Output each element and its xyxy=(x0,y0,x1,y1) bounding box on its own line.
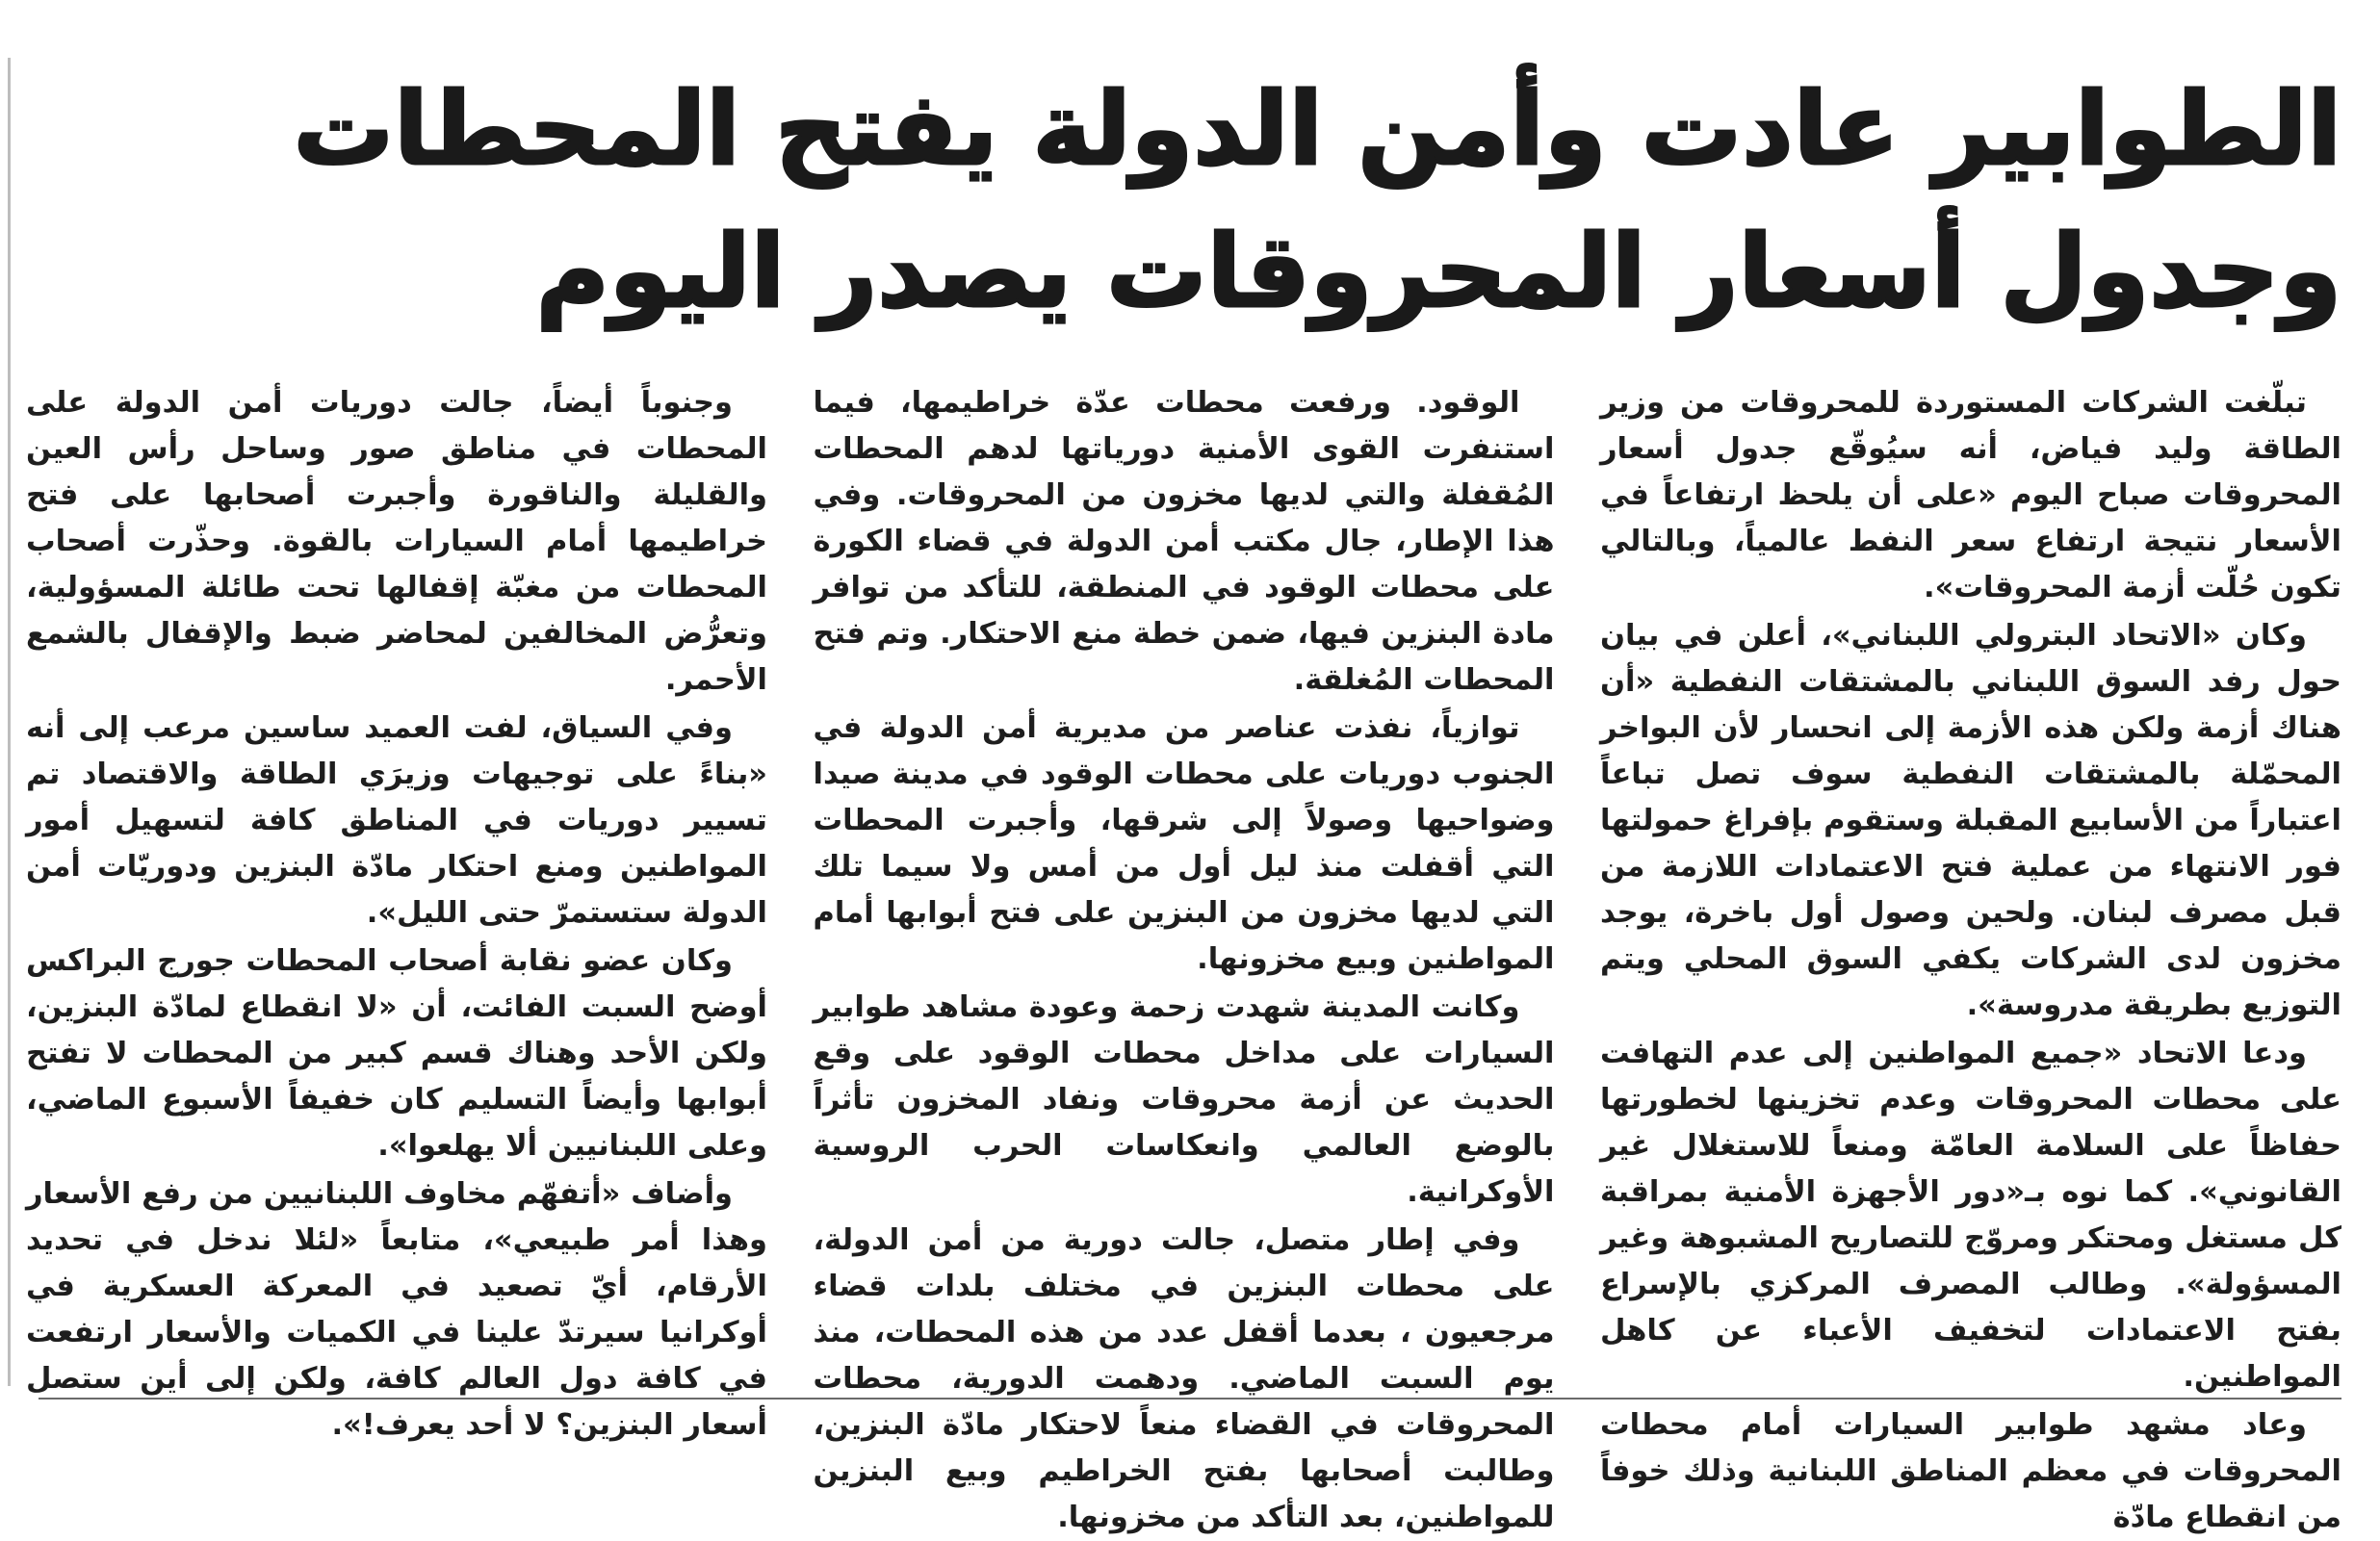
headline-line-2: وجدول أسعار المحروقات يصدر اليوم xyxy=(535,213,2341,330)
paragraph: وكان «الاتحاد البترولي اللبناني»، أعلن في بيان حول رفد السوق اللبناني بالمشتقات النفطية «أن هناك أزمة ولكن هذه الأزمة إلى انحسار لأن البواخر المحمّلة بالمشتقات النفطية سوف تصل تباعاً اعتباراً من الأسابيع المقبلة وستقوم بإفراغ حمولتها فور الانتهاء من عملية فتح الاعتمادات اللازمة من قبل مصرف لبنان. ولحين وصول أول باخرة، يوجد مخزون لدى الشركات يكفي السوق المحلي ويتم التوزيع بطريقة مدروسة». xyxy=(1600,619,2341,1022)
paragraph: وأضاف «أتفهّم مخاوف اللبنانيين من رفع الأسعار وهذا أمر طبيعي»، متابعاً «لئلا ندخل في تحديد الأرقام، أيّ تصعيد في المعركة العسكرية في أوكرانيا سيرتدّ علينا في الكميات والأسعار ارتفعت في كافة دول العالم كافة، ولكن إلى أين ستصل أسعار البنزين؟ لا أحد يعرف!». xyxy=(26,1177,767,1442)
paragraph: وعاد مشهد طوابير السيارات أمام محطات المحروقات في معظم المناطق اللبنانية وذلك خوفاً من انقطاع مادّة xyxy=(1600,1408,2341,1534)
article-headline xyxy=(127,58,2341,343)
paragraph: وكان عضو نقابة أصحاب المحطات جورج البراكس أوضح السبت الفائت، أن «لا انقطاع لمادّة البنزين، ولكن الأحد وهناك قسم كبير من المحطات لا تفتح أبوابها وأيضاً التسليم كان خفيفاً الأسبوع الماضي، وعلى اللبنانيين ألا يهلعوا». xyxy=(26,944,767,1163)
paragraph: ودعا الاتحاد «جميع المواطنين إلى عدم التهافت على محطات المحروقات وعدم تخزينها لخطورتها حفاظاً على السلامة العامّة ومنعاً للاستغلال غير القانوني». كما نوه بـ«دور الأجهزة الأمنية بمراقبة كل مستغل ومحتكر ومروّج للتصاريح المشبوهة وغير المسؤولة». وطالب المصرف المركزي بالإسراع بفتح الاعتمادات لتخفيف الأعباء عن كاهل المواطنين. xyxy=(1600,1037,2341,1394)
page-edge-rule xyxy=(8,58,11,1386)
text-column-left xyxy=(26,380,767,1442)
article-body xyxy=(26,380,2341,1534)
bottom-divider xyxy=(39,1398,2341,1400)
text-column-middle xyxy=(813,380,1555,1534)
headline-line-1: الطوابير عادت وأمن الدولة يفتح المحطات xyxy=(293,70,2341,188)
paragraph: وجنوباً أيضاً، جالت دوريات أمن الدولة على المحطات في مناطق صور وساحل رأس العين والقليلة والناقورة وأجبرت أصحابها على فتح خراطيمها أمام السيارات بالقوة. وحذّرت أصحاب المحطات من مغبّة إقفالها تحت طائلة المسؤولية، وتعرُّض المخالفين لمحاضر ضبط والإقفال بالشمع الأحمر. xyxy=(26,386,767,697)
text-column-right xyxy=(1600,380,2341,1534)
paragraph: وفي السياق، لفت العميد ساسين مرعب إلى أنه «بناءً على توجيهات وزيرَي الطاقة والاقتصاد تم تسيير دوريات في المناطق كافة لتسهيل أمور المواطنين ومنع احتكار مادّة البنزين ودوريّات أمن الدولة ستستمرّ حتى الليل». xyxy=(26,711,767,930)
paragraph: الوقود. ورفعت محطات عدّة خراطيمها، فيما استنفرت القوى الأمنية دورياتها لدهم المحطات المُقفلة والتي لديها مخزون من المحروقات. وفي هذا الإطار، جال مكتب أمن الدولة في قضاء الكورة على محطات الوقود في المنطقة، للتأكد من توافر مادة البنزين فيها، ضمن خطة منع الاحتكار. وتم فتح المحطات المُغلقة. xyxy=(813,386,1555,697)
paragraph: تبلّغت الشركات المستوردة للمحروقات من وزير الطاقة وليد فياض، أنه سيُوقّع جدول أسعار المحروقات صباح اليوم «على أن يلحظ ارتفاعاً في الأسعار نتيجة ارتفاع سعر النفط عالمياً، وبالتالي تكون حُلّت أزمة المحروقات». xyxy=(1600,386,2341,604)
paragraph: توازياً، نفذت عناصر من مديرية أمن الدولة في الجنوب دوريات على محطات الوقود في مدينة صيدا وضواحيها وصولاً إلى شرقها، وأجبرت المحطات التي أقفلت منذ ليل أول من أمس ولا سيما تلك التي لديها مخزون من البنزين على فتح أبوابها أمام المواطنين وبيع مخزونها. xyxy=(813,711,1555,976)
paragraph: وفي إطار متصل، جالت دورية من أمن الدولة، على محطات البنزين في مختلف بلدات قضاء مرجعيون ، بعدما أقفل عدد من هذه المحطات، منذ يوم السبت الماضي. ودهمت الدورية، محطات المحروقات في القضاء منعاً لاحتكار مادّة البنزين، وطالبت أصحابها بفتح الخراطيم وبيع البنزين للمواطنين، بعد التأكد من مخزونها. xyxy=(813,1223,1555,1534)
paragraph: وكانت المدينة شهدت زحمة وعودة مشاهد طوابير السيارات على مداخل محطات الوقود على وقع الحديث عن أزمة محروقات ونفاد المخزون تأثراً بالوضع العالمي وانعكاسات الحرب الروسية الأوكرانية. xyxy=(813,990,1555,1209)
